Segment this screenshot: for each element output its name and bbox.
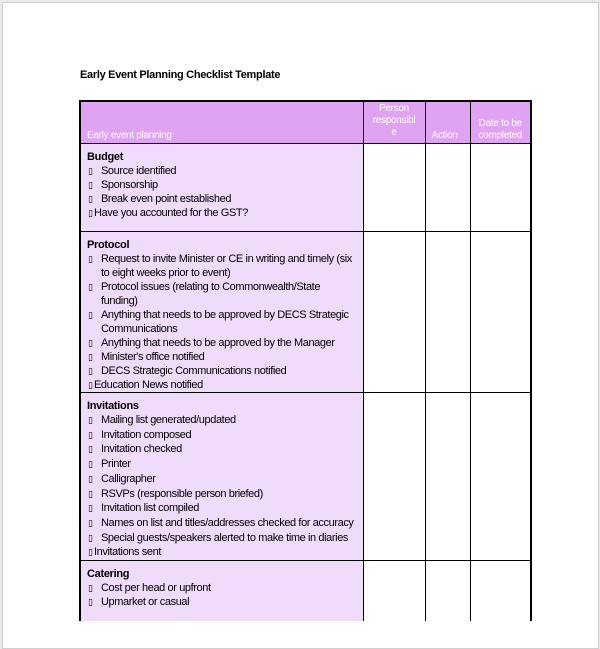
person-cell[interactable] [363, 561, 425, 621]
date-cell[interactable] [470, 393, 531, 561]
list-item: ▯ Sponsorship [88, 179, 158, 191]
bullet-icon: ▯ [88, 166, 93, 176]
list-item: ▯ Education News notified [88, 379, 203, 391]
action-cell[interactable] [425, 144, 470, 232]
bullet-icon: ▯ [88, 310, 93, 320]
bullet-icon: ▯ [88, 473, 93, 484]
list-item: ▯ Upmarket or casual [88, 596, 190, 609]
document-page [2, 2, 599, 649]
list-item: ▯ Names on list and titles/addresses checked for accuracy [88, 516, 354, 529]
bullet-icon: ▯ [88, 532, 93, 543]
section-row-catering [80, 561, 531, 621]
list-item: ▯ Request to invite Minister or CE in writing and timely (six to eight weeks prior to event) [88, 253, 352, 279]
list-item: ▯ Invitation composed [88, 428, 192, 441]
bullet-icon: ▯ [88, 194, 93, 204]
action-cell[interactable] [425, 393, 470, 561]
list-item: ▯ Break even point established [88, 193, 232, 205]
section-invitations [80, 393, 363, 561]
bullet-icon: ▯ [88, 366, 93, 376]
list-item: ▯ Invitation list compiled [88, 502, 200, 515]
list-item: ▯ Printer [88, 458, 131, 471]
list-item: ▯ Anything that needs to be approved by the Manager [88, 337, 335, 349]
bullet-icon: ▯ [88, 583, 93, 594]
section-catering [80, 561, 363, 621]
date-cell[interactable] [470, 561, 531, 621]
bullet-icon: ▯ [88, 444, 93, 455]
bullet-icon: ▯ [88, 380, 93, 390]
list-item: ▯ RSVPs (responsible person briefed) [88, 487, 263, 500]
page-title: Early Event Planning Checklist Template [80, 69, 281, 81]
bullet-icon: ▯ [88, 503, 93, 514]
list-item: ▯ Special guests/speakers alerted to make time in diaries [88, 531, 349, 544]
person-cell[interactable] [363, 393, 425, 561]
bullet-icon: ▯ [88, 338, 93, 348]
person-cell[interactable] [363, 232, 425, 393]
header-date-to-be-completed: Date to be completed [470, 101, 531, 144]
section-budget [80, 144, 363, 232]
section-row-budget [80, 144, 531, 232]
section-title: Budget [87, 151, 124, 163]
list-item: ▯ Protocol issues (relating to Commonwealth/State funding) [88, 281, 321, 307]
date-cell[interactable] [470, 144, 531, 232]
section-title: Invitations [87, 400, 139, 412]
bullet-icon: ▯ [88, 180, 93, 190]
section-row-invitations [80, 393, 531, 561]
list-item: ▯ Invitations sent [88, 546, 161, 559]
list-item: ▯ Invitation checked [88, 443, 182, 456]
bullet-icon: ▯ [88, 429, 93, 440]
list-item: ▯ Mailing list generated/updated [88, 414, 236, 426]
bullet-icon: ▯ [88, 352, 93, 362]
checklist-table [79, 100, 532, 621]
bullet-icon: ▯ [88, 282, 93, 292]
list-item: ▯ DECS Strategic Communications notified [88, 365, 287, 377]
date-cell[interactable] [470, 232, 531, 393]
bullet-icon: ▯ [88, 597, 93, 608]
list-item: ▯ Source identified [88, 165, 177, 177]
header-action: Action [425, 101, 470, 144]
bullet-icon: ▯ [88, 254, 93, 264]
section-row-protocol [80, 232, 531, 393]
bullet-icon: ▯ [88, 459, 93, 470]
list-item: ▯ Anything that needs to be approved by DECS Strategic Communications [88, 309, 349, 335]
bullet-icon: ▯ [88, 415, 93, 425]
section-protocol [80, 232, 363, 393]
list-item: ▯ Calligrapher [88, 472, 156, 485]
action-cell[interactable] [425, 561, 470, 621]
list-item: ▯ Have you accounted for the GST? [88, 207, 248, 219]
header-person-responsible: Person responsibl e [363, 101, 425, 144]
list-item: ▯ Cost per head or upfront [88, 582, 211, 595]
table-header-row [80, 101, 531, 144]
bullet-icon: ▯ [88, 208, 93, 218]
bullet-icon: ▯ [88, 488, 93, 499]
list-item: ▯ Minister's office notified [88, 351, 205, 363]
section-title: Protocol [87, 239, 130, 251]
person-cell[interactable] [363, 144, 425, 232]
section-title: Catering [87, 568, 130, 581]
action-cell[interactable] [425, 232, 470, 393]
bullet-icon: ▯ [88, 547, 93, 558]
bullet-icon: ▯ [88, 517, 93, 528]
header-early-event-planning: Early event planning [80, 101, 363, 144]
